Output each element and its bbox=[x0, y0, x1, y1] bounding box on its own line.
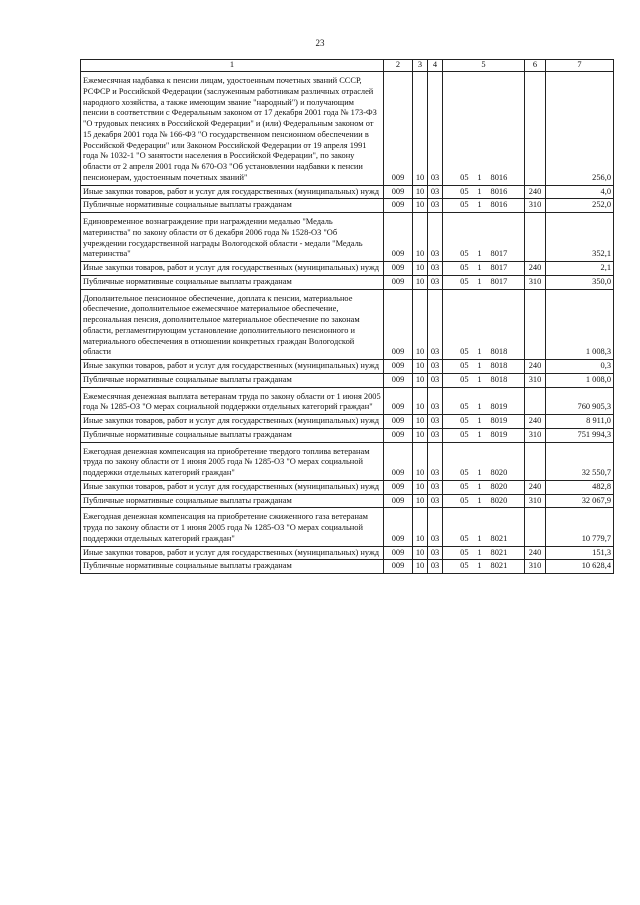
table-row bbox=[81, 428, 614, 442]
code-subprogram: 1 bbox=[471, 494, 489, 508]
code-program: 05 bbox=[443, 480, 471, 494]
code-subprogram: 1 bbox=[471, 415, 489, 429]
code-subsection: 03 bbox=[428, 428, 443, 442]
amount: 482,8 bbox=[546, 480, 614, 494]
code-ministry: 009 bbox=[384, 428, 413, 442]
table-row bbox=[81, 480, 614, 494]
code-ministry: 009 bbox=[384, 442, 413, 480]
code-section: 10 bbox=[413, 428, 428, 442]
code-item: 8020 bbox=[489, 494, 525, 508]
table-row bbox=[81, 560, 614, 574]
code-expense-type: 310 bbox=[525, 494, 546, 508]
code-expense-type: 240 bbox=[525, 546, 546, 560]
code-subprogram: 1 bbox=[471, 275, 489, 289]
code-item: 8016 bbox=[489, 185, 525, 199]
code-ministry: 009 bbox=[384, 387, 413, 415]
column-header: 5 bbox=[443, 60, 525, 72]
code-ministry: 009 bbox=[384, 289, 413, 360]
code-ministry: 009 bbox=[384, 508, 413, 546]
code-subsection: 03 bbox=[428, 480, 443, 494]
code-expense-type: 240 bbox=[525, 480, 546, 494]
code-subprogram: 1 bbox=[471, 289, 489, 360]
code-expense-type: 310 bbox=[525, 275, 546, 289]
code-expense-type bbox=[525, 289, 546, 360]
code-program: 05 bbox=[443, 289, 471, 360]
amount: 252,0 bbox=[546, 199, 614, 213]
code-section: 10 bbox=[413, 262, 428, 276]
table-row bbox=[81, 185, 614, 199]
code-section: 10 bbox=[413, 289, 428, 360]
code-expense-type: 240 bbox=[525, 262, 546, 276]
budget-table bbox=[80, 59, 614, 574]
code-item: 8016 bbox=[489, 199, 525, 213]
code-section: 10 bbox=[413, 480, 428, 494]
amount: 256,0 bbox=[546, 72, 614, 186]
row-name: Публичные нормативные социальные выплаты гражданам bbox=[81, 560, 384, 574]
code-item: 8021 bbox=[489, 508, 525, 546]
row-name: Единовременное вознаграждение при награждении медалью "Медаль материнства" по закону области от 6 декабря 2006 года № 1528-ОЗ "Об учреждении государственной награды Вологодской области - медали "Медаль материнства" bbox=[81, 213, 384, 262]
row-name: Ежемесячная денежная выплата ветеранам труда по закону области от 1 июня 2005 года № 1285-ОЗ "О мерах социальной поддержки отдельных категорий граждан" bbox=[81, 387, 384, 415]
code-section: 10 bbox=[413, 199, 428, 213]
code-item: 8021 bbox=[489, 560, 525, 574]
table-header-row bbox=[81, 60, 614, 72]
code-expense-type: 310 bbox=[525, 373, 546, 387]
amount: 350,0 bbox=[546, 275, 614, 289]
code-ministry: 009 bbox=[384, 185, 413, 199]
amount: 8 911,0 bbox=[546, 415, 614, 429]
code-subprogram: 1 bbox=[471, 199, 489, 213]
code-program: 05 bbox=[443, 415, 471, 429]
row-name: Публичные нормативные социальные выплаты гражданам bbox=[81, 373, 384, 387]
code-program: 05 bbox=[443, 494, 471, 508]
code-item: 8019 bbox=[489, 415, 525, 429]
code-item: 8018 bbox=[489, 289, 525, 360]
code-subprogram: 1 bbox=[471, 546, 489, 560]
code-expense-type bbox=[525, 508, 546, 546]
code-subsection: 03 bbox=[428, 213, 443, 262]
code-subprogram: 1 bbox=[471, 72, 489, 186]
row-name: Иные закупки товаров, работ и услуг для государственных (муниципальных) нужд bbox=[81, 185, 384, 199]
code-item: 8016 bbox=[489, 72, 525, 186]
table-row bbox=[81, 72, 614, 186]
code-subprogram: 1 bbox=[471, 373, 489, 387]
amount: 32 067,9 bbox=[546, 494, 614, 508]
code-subprogram: 1 bbox=[471, 185, 489, 199]
code-expense-type: 310 bbox=[525, 199, 546, 213]
code-subprogram: 1 bbox=[471, 480, 489, 494]
code-section: 10 bbox=[413, 213, 428, 262]
amount: 0,3 bbox=[546, 360, 614, 374]
amount: 32 550,7 bbox=[546, 442, 614, 480]
code-ministry: 009 bbox=[384, 480, 413, 494]
row-name: Публичные нормативные социальные выплаты гражданам bbox=[81, 494, 384, 508]
code-section: 10 bbox=[413, 72, 428, 186]
code-subsection: 03 bbox=[428, 494, 443, 508]
code-program: 05 bbox=[443, 262, 471, 276]
code-program: 05 bbox=[443, 199, 471, 213]
code-subprogram: 1 bbox=[471, 213, 489, 262]
column-header: 4 bbox=[428, 60, 443, 72]
code-program: 05 bbox=[443, 275, 471, 289]
table-row bbox=[81, 546, 614, 560]
amount: 751 994,3 bbox=[546, 428, 614, 442]
column-header: 3 bbox=[413, 60, 428, 72]
amount: 10 628,4 bbox=[546, 560, 614, 574]
table-row bbox=[81, 415, 614, 429]
code-program: 05 bbox=[443, 213, 471, 262]
table-row bbox=[81, 508, 614, 546]
code-subsection: 03 bbox=[428, 275, 443, 289]
column-header: 6 bbox=[525, 60, 546, 72]
code-program: 05 bbox=[443, 546, 471, 560]
code-section: 10 bbox=[413, 387, 428, 415]
code-subprogram: 1 bbox=[471, 428, 489, 442]
code-expense-type: 310 bbox=[525, 428, 546, 442]
code-section: 10 bbox=[413, 185, 428, 199]
row-name: Иные закупки товаров, работ и услуг для государственных (муниципальных) нужд bbox=[81, 415, 384, 429]
table-row bbox=[81, 373, 614, 387]
table-row bbox=[81, 289, 614, 360]
amount: 760 905,3 bbox=[546, 387, 614, 415]
code-section: 10 bbox=[413, 494, 428, 508]
row-name: Дополнительное пенсионное обеспечение, доплата к пенсии, материальное обеспечение, дополнительное ежемесячное материальное обеспечение, персональная пенсия, дополнительное материальное обеспечение по законам области, регламентирующим установление дополнительного пенсионного и материального обеспечения в отношении конкретных граждан Вологодской области bbox=[81, 289, 384, 360]
code-subprogram: 1 bbox=[471, 360, 489, 374]
code-expense-type: 240 bbox=[525, 185, 546, 199]
row-name: Иные закупки товаров, работ и услуг для государственных (муниципальных) нужд bbox=[81, 480, 384, 494]
row-name: Ежегодная денежная компенсация на приобретение твердого топлива ветеранам труда по закону области от 1 июня 2005 года № 1285-ОЗ "О мерах социальной поддержки отдельных категорий граждан" bbox=[81, 442, 384, 480]
amount: 151,3 bbox=[546, 546, 614, 560]
code-expense-type: 310 bbox=[525, 560, 546, 574]
code-section: 10 bbox=[413, 546, 428, 560]
code-section: 10 bbox=[413, 275, 428, 289]
code-section: 10 bbox=[413, 508, 428, 546]
code-section: 10 bbox=[413, 415, 428, 429]
table-row bbox=[81, 262, 614, 276]
code-program: 05 bbox=[443, 508, 471, 546]
code-program: 05 bbox=[443, 373, 471, 387]
code-subprogram: 1 bbox=[471, 442, 489, 480]
code-subprogram: 1 bbox=[471, 560, 489, 574]
code-subsection: 03 bbox=[428, 508, 443, 546]
code-subsection: 03 bbox=[428, 387, 443, 415]
code-program: 05 bbox=[443, 72, 471, 186]
table-row bbox=[81, 199, 614, 213]
table-row bbox=[81, 275, 614, 289]
code-subsection: 03 bbox=[428, 72, 443, 186]
code-subsection: 03 bbox=[428, 199, 443, 213]
code-program: 05 bbox=[443, 560, 471, 574]
code-program: 05 bbox=[443, 442, 471, 480]
amount: 1 008,3 bbox=[546, 289, 614, 360]
code-item: 8020 bbox=[489, 480, 525, 494]
code-subprogram: 1 bbox=[471, 508, 489, 546]
code-expense-type bbox=[525, 72, 546, 186]
code-item: 8021 bbox=[489, 546, 525, 560]
code-item: 8017 bbox=[489, 213, 525, 262]
page-number: 23 bbox=[315, 38, 325, 48]
code-item: 8019 bbox=[489, 387, 525, 415]
code-section: 10 bbox=[413, 560, 428, 574]
code-ministry: 009 bbox=[384, 560, 413, 574]
code-ministry: 009 bbox=[384, 213, 413, 262]
code-ministry: 009 bbox=[384, 72, 413, 186]
code-expense-type bbox=[525, 442, 546, 480]
row-name: Иные закупки товаров, работ и услуг для государственных (муниципальных) нужд bbox=[81, 360, 384, 374]
code-program: 05 bbox=[443, 387, 471, 415]
code-subsection: 03 bbox=[428, 262, 443, 276]
table-row bbox=[81, 360, 614, 374]
amount: 1 008,0 bbox=[546, 373, 614, 387]
code-item: 8020 bbox=[489, 442, 525, 480]
code-program: 05 bbox=[443, 185, 471, 199]
code-expense-type bbox=[525, 387, 546, 415]
code-subsection: 03 bbox=[428, 546, 443, 560]
row-name: Иные закупки товаров, работ и услуг для государственных (муниципальных) нужд bbox=[81, 262, 384, 276]
row-name: Публичные нормативные социальные выплаты гражданам bbox=[81, 199, 384, 213]
code-item: 8017 bbox=[489, 275, 525, 289]
code-subprogram: 1 bbox=[471, 387, 489, 415]
code-expense-type bbox=[525, 213, 546, 262]
row-name: Публичные нормативные социальные выплаты гражданам bbox=[81, 275, 384, 289]
row-name: Ежемесячная надбавка к пенсии лицам, удостоенным почетных званий СССР, РСФСР и Российской Федерации (заслуженным работникам различных отраслей народного хозяйства, а также имеющим звание "народный") и получающим пенсии в соответствии с Федеральным законом от 17 декабря 2001 года № 173-ФЗ "О трудовых пенсиях в Российской Федерации" и (или) Федеральным законом от 15 декабря 2001 года № 166-ФЗ "О государственном пенсионном обеспечении в Российской Федерации" или Законом Российской Федерации от 19 апреля 1991 года № 1032-1 "О занятости населения в Российской Федерации", по закону области от 2 апреля 2001 года № 670-ОЗ "Об установлении надбавки к пенсии пенсионерам, удостоенным почетных званий" bbox=[81, 72, 384, 186]
code-ministry: 009 bbox=[384, 546, 413, 560]
table-row bbox=[81, 494, 614, 508]
column-header: 7 bbox=[546, 60, 614, 72]
code-subsection: 03 bbox=[428, 185, 443, 199]
code-ministry: 009 bbox=[384, 275, 413, 289]
code-item: 8019 bbox=[489, 428, 525, 442]
code-subsection: 03 bbox=[428, 442, 443, 480]
code-ministry: 009 bbox=[384, 199, 413, 213]
column-header: 2 bbox=[384, 60, 413, 72]
code-subsection: 03 bbox=[428, 360, 443, 374]
code-item: 8017 bbox=[489, 262, 525, 276]
amount: 2,1 bbox=[546, 262, 614, 276]
code-subsection: 03 bbox=[428, 373, 443, 387]
column-header: 1 bbox=[81, 60, 384, 72]
table-row bbox=[81, 387, 614, 415]
code-program: 05 bbox=[443, 360, 471, 374]
code-subsection: 03 bbox=[428, 289, 443, 360]
code-subsection: 03 bbox=[428, 415, 443, 429]
code-ministry: 009 bbox=[384, 360, 413, 374]
code-section: 10 bbox=[413, 373, 428, 387]
code-program: 05 bbox=[443, 428, 471, 442]
amount: 10 779,7 bbox=[546, 508, 614, 546]
row-name: Ежегодная денежная компенсация на приобретение сжиженного газа ветеранам труда по закону области от 1 июня 2005 года № 1285-ОЗ "О мерах социальной поддержки отдельных категорий граждан" bbox=[81, 508, 384, 546]
code-subprogram: 1 bbox=[471, 262, 489, 276]
code-subsection: 03 bbox=[428, 560, 443, 574]
code-ministry: 009 bbox=[384, 415, 413, 429]
table-row bbox=[81, 213, 614, 262]
row-name: Иные закупки товаров, работ и услуг для государственных (муниципальных) нужд bbox=[81, 546, 384, 560]
row-name: Публичные нормативные социальные выплаты гражданам bbox=[81, 428, 384, 442]
amount: 4,0 bbox=[546, 185, 614, 199]
code-item: 8018 bbox=[489, 373, 525, 387]
code-ministry: 009 bbox=[384, 494, 413, 508]
code-section: 10 bbox=[413, 360, 428, 374]
table-row bbox=[81, 442, 614, 480]
code-ministry: 009 bbox=[384, 262, 413, 276]
code-ministry: 009 bbox=[384, 373, 413, 387]
code-expense-type: 240 bbox=[525, 415, 546, 429]
amount: 352,1 bbox=[546, 213, 614, 262]
code-item: 8018 bbox=[489, 360, 525, 374]
code-section: 10 bbox=[413, 442, 428, 480]
code-expense-type: 240 bbox=[525, 360, 546, 374]
